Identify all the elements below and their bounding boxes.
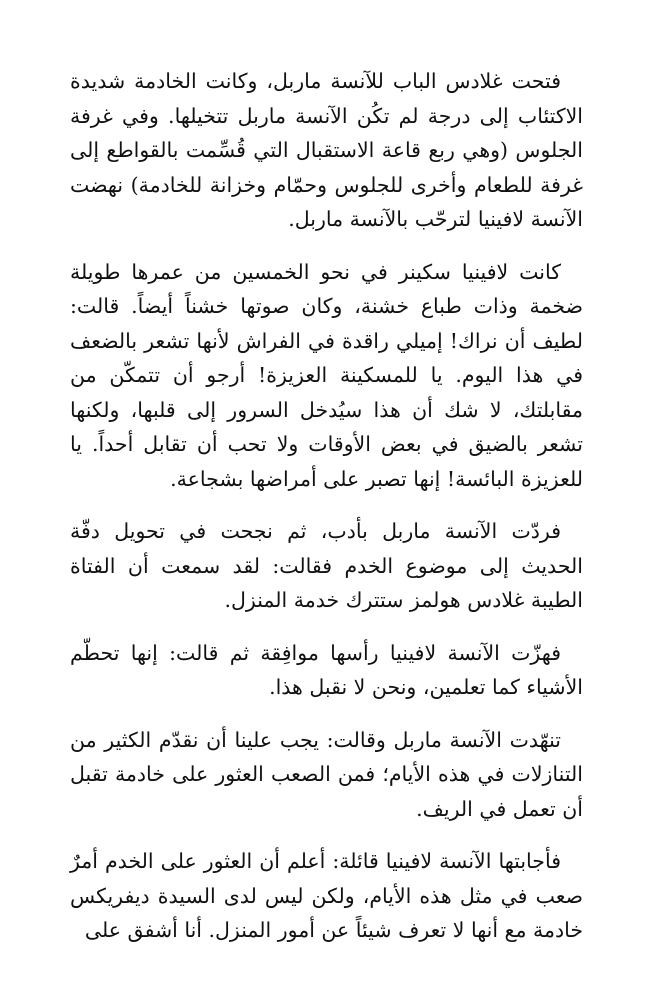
paragraph-2: كانت لافينيا سكينر في نحو الخمسين من عمرها طويلة ضخمة وذات طباع خشنة، وكان صوتها خشناً أيضاً. قالت: لطيف أن نراك! إميلي راقدة في الفراش لأنها تشعر بالضعف في هذا اليوم. يا للمسكينة العزيزة! أرجو أن تتمكّن من مقابلتك، لا شك أن هذا سيُدخل السرور إلى قلبها، ولكنها تشعر بالضيق في بعض الأوقات ولا تحب أن تقابل أحداً. يا للعزيزة البائسة! إنها تصبر على أمراضها بشجاعة.	[70, 259, 583, 491]
paragraph-3: فردّت الآنسة ماربل بأدب، ثم نجحت في تحويل دفّة الحديث إلى موضوع الخدم فقالت: لقد سمعت أن الفتاة الطيبة غلادس هولمز ستترك خدمة المنزل.	[70, 519, 583, 612]
paragraph-4: فهزّت الآنسة لافينيا رأسها موافِقة ثم قالت: إنها تحطّم الأشياء كما تعلمين، ونحن لا نقبل هذا.	[70, 640, 583, 699]
paragraph-6: فأجابتها الآنسة لافينيا قائلة: أعلم أن العثور على الخدم أمرٌ صعب في مثل هذه الأيام، ولكن ليس لدى السيدة ديفريكس خادمة مع أنها لا تعرف شيئاً عن أمور المنزل. أنا أشفق على	[70, 849, 583, 942]
paragraph-5: تنهّدت الآنسة ماربل وقالت: يجب علينا أن نقدّم الكثير من التنازلات في هذه الأيام؛ فمن الصعب العثور على خادمة تقبل أن تعمل في الريف.	[70, 727, 583, 821]
paragraph-1: فتحت غلادس الباب للآنسة ماربل، وكانت الخادمة شديدة الاكتئاب إلى درجة لم تكُن الآنسة ماربل تتخيلها. وفي غرفة الجلوس (وهي ربع قاعة الاستقبال التي قُسِّمت بالقواطع إلى غرفة للطعام وأخرى للجلوس وحمّام وخزانة للخادمة) نهضت الآنسة لافينيا لترحّب بالآنسة ماربل.	[70, 69, 583, 231]
